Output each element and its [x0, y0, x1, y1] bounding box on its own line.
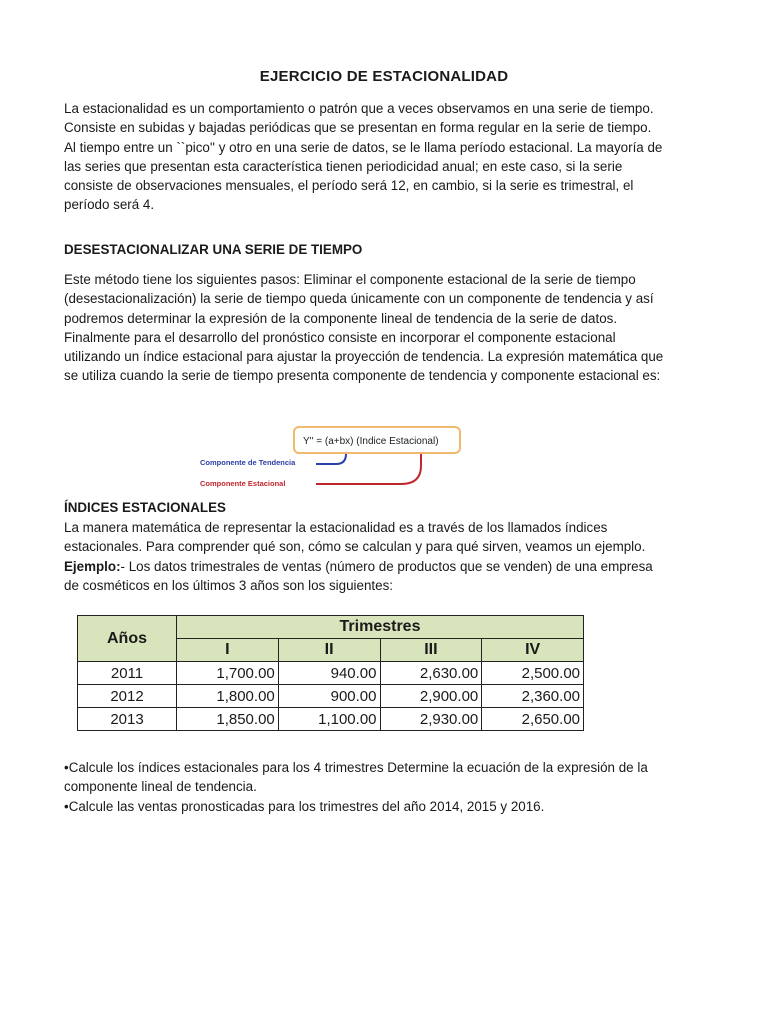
value-cell: 1,700.00: [177, 662, 279, 685]
bullet-item: •Calcule las ventas pronosticadas para los trimestres del año 2014, 2015 y 2016.: [64, 798, 545, 814]
table-row: [78, 662, 584, 685]
value-cell: 2,630.00: [380, 662, 482, 685]
indices-text-before: La manera matemática de representar la estacionalidad es a través de los llamados índices estacionales. Para comprender qué son, cómo se calculan y para qué sirven, veamos un ejemplo.: [64, 520, 646, 555]
header-quarters: Trimestres: [177, 616, 584, 639]
bullet-item: •Calcule los índices estacionales para los 4 trimestres Determine la ecuación de la expresión de la componente lineal de tendencia.: [64, 760, 648, 795]
value-cell: 1,850.00: [177, 708, 279, 731]
value-cell: 2,360.00: [482, 685, 584, 708]
header-years: Años: [78, 616, 177, 662]
year-cell: 2012: [78, 685, 177, 708]
value-cell: 2,900.00: [380, 685, 482, 708]
year-cell: 2013: [78, 708, 177, 731]
document-title: EJERCICIO DE ESTACIONALIDAD: [259, 68, 509, 85]
sales-table: [77, 615, 584, 731]
example-label: Ejemplo:: [64, 558, 121, 574]
value-cell: 940.00: [278, 662, 380, 685]
formula-box: Y'' = (a+bx) (Indice Estacional): [293, 426, 461, 454]
quarter-header: III: [380, 639, 482, 662]
quarter-header: IV: [482, 639, 584, 662]
indices-text-after: - Los datos trimestrales de ventas (número de productos que se venden) de una empresa de cosméticos en los últimos 3 años son los siguientes:: [64, 558, 653, 593]
quarter-header: I: [177, 639, 279, 662]
trend-component-label: Componente de Tendencia: [200, 458, 296, 467]
value-cell: 1,800.00: [177, 685, 279, 708]
quarter-header: II: [278, 639, 380, 662]
seasonal-component-label: Componente Estacional: [200, 479, 286, 488]
formula-figure: [196, 420, 472, 494]
value-cell: 2,500.00: [482, 662, 584, 685]
value-cell: 900.00: [278, 685, 380, 708]
exercise-bullets: [64, 758, 664, 816]
table-row: [78, 708, 584, 731]
table-row: [78, 685, 584, 708]
section-heading-desestacionalizar: DESESTACIONALIZAR UNA SERIE DE TIEMPO: [64, 242, 363, 257]
year-cell: 2011: [78, 662, 177, 685]
indices-paragraph: [64, 518, 664, 595]
section-heading-indices: ÍNDICES ESTACIONALES: [64, 500, 226, 515]
intro-paragraph: La estacionalidad es un comportamiento o patrón que a veces observamos en una serie de tiempo. Consiste en subidas y bajadas periódicas que se presentan en forma regular en la serie de tiempo. Al tiempo entre un ``pico'' y otro en una serie de datos, se le llama período estacional. La mayoría de las series que presentan esta característica tienen periodicidad anual; en este caso, si la serie consiste de observaciones mensuales, el período será 12, en cambio, si la serie es trimestral, el período será 4.: [64, 101, 663, 213]
value-cell: 2,930.00: [380, 708, 482, 731]
value-cell: 1,100.00: [278, 708, 380, 731]
desestacionalizar-paragraph: Este método tiene los siguientes pasos: Eliminar el componente estacional de la serie de tiempo (desestacionalización) la serie de tiempo queda únicamente con un componente de tendencia y así podremos determinar la expresión de la componente lineal de tendencia de la serie de datos. Finalmente para el desarrollo del pronóstico consiste en incorporar el componente estacional utilizando un índice estacional para ajustar la proyección de tendencia. La expresión matemática que se utiliza cuando la serie de tiempo presenta componente de tendencia y componente estacional es:: [64, 272, 664, 384]
value-cell: 2,650.00: [482, 708, 584, 731]
